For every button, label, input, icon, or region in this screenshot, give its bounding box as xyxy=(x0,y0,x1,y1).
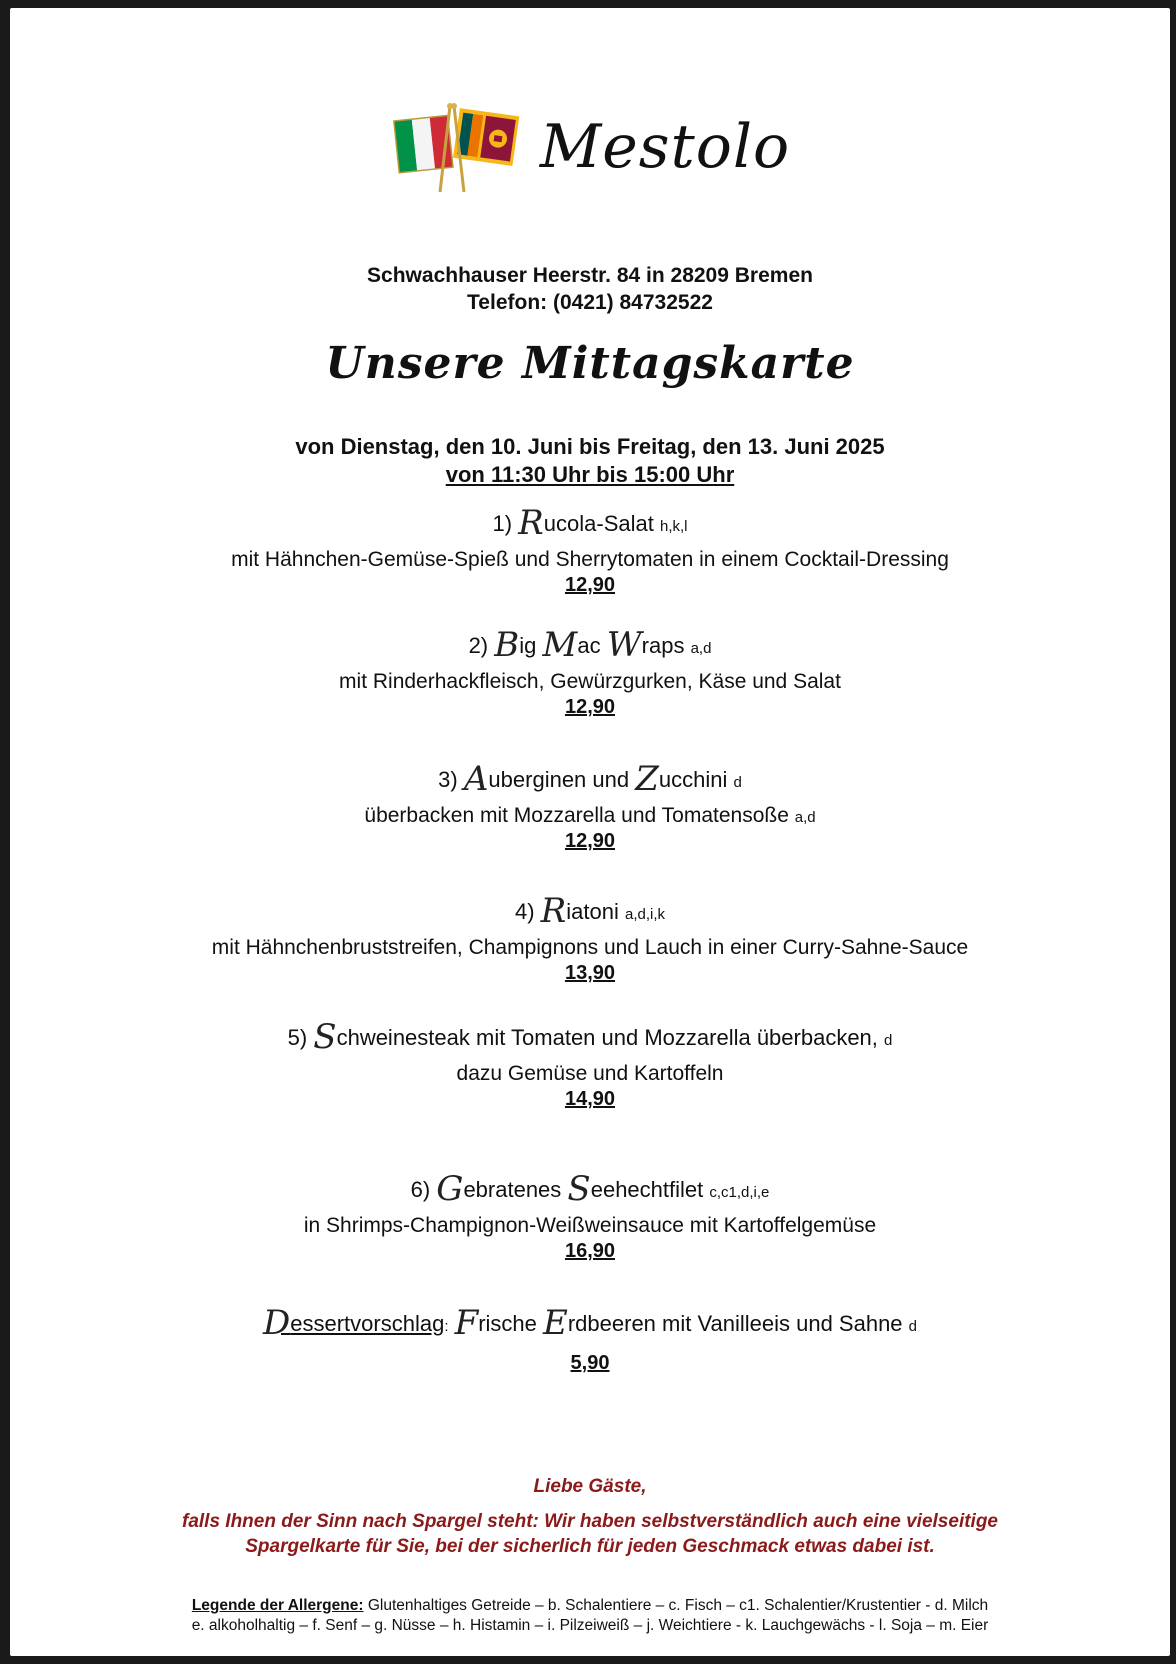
dessert-label xyxy=(262,1303,445,1343)
dessert-suggestion xyxy=(10,1303,1170,1375)
dish-name: ucola-Salat xyxy=(543,511,654,536)
dish-title xyxy=(10,625,1170,665)
dessert-initial: E xyxy=(543,1303,568,1343)
dish-description: mit Rinderhackfleisch, Gewürzgurken, Käse und Salat xyxy=(339,670,841,693)
dish-initial: A xyxy=(463,759,489,799)
dish-title xyxy=(10,503,1170,543)
phone-line: Telefon: (0421) 84732522 xyxy=(467,291,713,314)
asparagus-note xyxy=(10,1474,1170,1559)
dish-name: ucchini xyxy=(658,767,728,792)
dish-1 xyxy=(10,503,1170,597)
dish-allergens: a,d xyxy=(690,640,712,657)
note-line-2: Spargelkarte für Sie, bei der sicherlich für jeden Geschmack etwas dabei ist. xyxy=(245,1536,935,1557)
dish-description: dazu Gemüse und Kartoffeln xyxy=(456,1062,724,1085)
logo-group xyxy=(390,100,790,194)
dish-description xyxy=(10,804,1170,828)
dessert-name: rische xyxy=(478,1311,537,1336)
dessert-allergens: d xyxy=(908,1318,918,1335)
dish-number: 5) xyxy=(287,1025,308,1050)
dish-title xyxy=(10,1017,1170,1057)
dish-number: 4) xyxy=(514,899,535,924)
dish-allergens: d xyxy=(733,774,742,791)
dessert-price: 5,90 xyxy=(570,1352,610,1374)
brand-name: Mestolo xyxy=(539,112,791,182)
logo xyxy=(10,100,1170,199)
legend-line-2: e. alkoholhaltig – f. Senf – g. Nüsse – h. Histamin – i. Pilzeiweiß – j. Weichtiere - k. Lauchgewächs - l. Soja – m. Eier xyxy=(191,1617,989,1634)
dish-name: ebratenes xyxy=(463,1177,562,1202)
dessert-colon: : xyxy=(444,1318,449,1335)
dish-name: ac xyxy=(577,633,601,658)
dish-allergens: c,c1,d,i,e xyxy=(709,1184,770,1201)
dish-price: 12,90 xyxy=(564,574,616,596)
dish-description: mit Hähnchen-Gemüse-Spieß und Sherrytomaten in einem Cocktail-Dressing xyxy=(231,548,949,571)
dish-initial: S xyxy=(313,1017,337,1057)
dish-number: 2) xyxy=(468,633,489,658)
dish-2 xyxy=(10,625,1170,719)
dish-price: 12,90 xyxy=(564,830,616,852)
note-line-1: falls Ihnen der Sinn nach Spargel steht: Wir haben selbstverständlich auch eine vielseitige xyxy=(182,1511,998,1532)
address-line: Schwachhauser Heerstr. 84 in 28209 Bremen xyxy=(367,264,813,287)
dish-number: 1) xyxy=(492,511,513,536)
period-dates: von Dienstag, den 10. Juni bis Freitag, den 13. Juni 2025 xyxy=(295,434,885,459)
italy-srilanka-flags-icon xyxy=(390,100,522,194)
dish-6 xyxy=(10,1169,1170,1263)
allergen-legend xyxy=(10,1596,1170,1636)
dish-initial: G xyxy=(436,1169,464,1209)
dish-4 xyxy=(10,891,1170,985)
dish-price: 13,90 xyxy=(564,962,616,984)
dish-allergens: a,d,i,k xyxy=(624,906,666,923)
dish-allergens: d xyxy=(884,1032,893,1049)
dish-title xyxy=(10,891,1170,931)
dish-allergens: h,k,l xyxy=(659,518,688,535)
legend-line-1 xyxy=(10,1596,1170,1616)
dish-name: chweinesteak mit Tomaten und Mozzarella überbacken, xyxy=(336,1025,878,1050)
dish-initial: B xyxy=(494,625,520,665)
note-greeting: Liebe Gäste, xyxy=(533,1476,647,1497)
dish-initial: R xyxy=(540,891,567,931)
dish-initial: M xyxy=(542,625,578,665)
dish-name: ig xyxy=(519,633,537,658)
menu-page xyxy=(10,8,1170,1656)
dish-5 xyxy=(10,1017,1170,1111)
dish-description-text: überbacken mit Mozzarella und Tomatensoße xyxy=(364,804,789,827)
dish-price: 16,90 xyxy=(564,1240,616,1262)
legend-text: Glutenhaltiges Getreide – b. Schalentiere – c. Fisch – c1. Schalentier/Krustentier - d. Milch xyxy=(367,1597,989,1614)
dessert-initial: F xyxy=(454,1303,479,1343)
dessert-initial: D xyxy=(262,1303,291,1343)
dish-initial: Z xyxy=(635,759,659,799)
menu-headline: Unsere Mittagskarte xyxy=(325,338,855,389)
dish-3 xyxy=(10,759,1170,853)
dish-title xyxy=(10,1169,1170,1209)
address-block xyxy=(10,262,1170,316)
dish-name: eehechtfilet xyxy=(590,1177,704,1202)
period-hours: von 11:30 Uhr bis 15:00 Uhr xyxy=(445,462,735,487)
dessert-name: rdbeeren mit Vanilleeis und Sahne xyxy=(567,1311,903,1336)
dish-initial: S xyxy=(567,1169,591,1209)
dessert-label-text: essertvorschlag xyxy=(290,1311,445,1336)
dessert-title xyxy=(10,1303,1170,1343)
dish-price: 14,90 xyxy=(564,1088,616,1110)
dish-number: 6) xyxy=(410,1177,431,1202)
dish-title xyxy=(10,759,1170,799)
dish-description: mit Hähnchenbruststreifen, Champignons und Lauch in einer Curry-Sahne-Sauce xyxy=(211,936,969,959)
dish-allergens: a,d xyxy=(794,809,816,826)
menu-period xyxy=(10,433,1170,489)
legend-heading: Legende der Allergene: xyxy=(191,1597,364,1614)
dish-initial: W xyxy=(606,625,642,665)
dish-name: uberginen und xyxy=(488,767,630,792)
dish-initial: R xyxy=(518,503,544,543)
dish-name: raps xyxy=(641,633,685,658)
dish-name: iatoni xyxy=(566,899,619,924)
dish-price: 12,90 xyxy=(564,696,616,718)
dish-description: in Shrimps-Champignon-Weißweinsauce mit Kartoffelgemüse xyxy=(303,1214,877,1237)
dish-number: 3) xyxy=(438,767,458,792)
